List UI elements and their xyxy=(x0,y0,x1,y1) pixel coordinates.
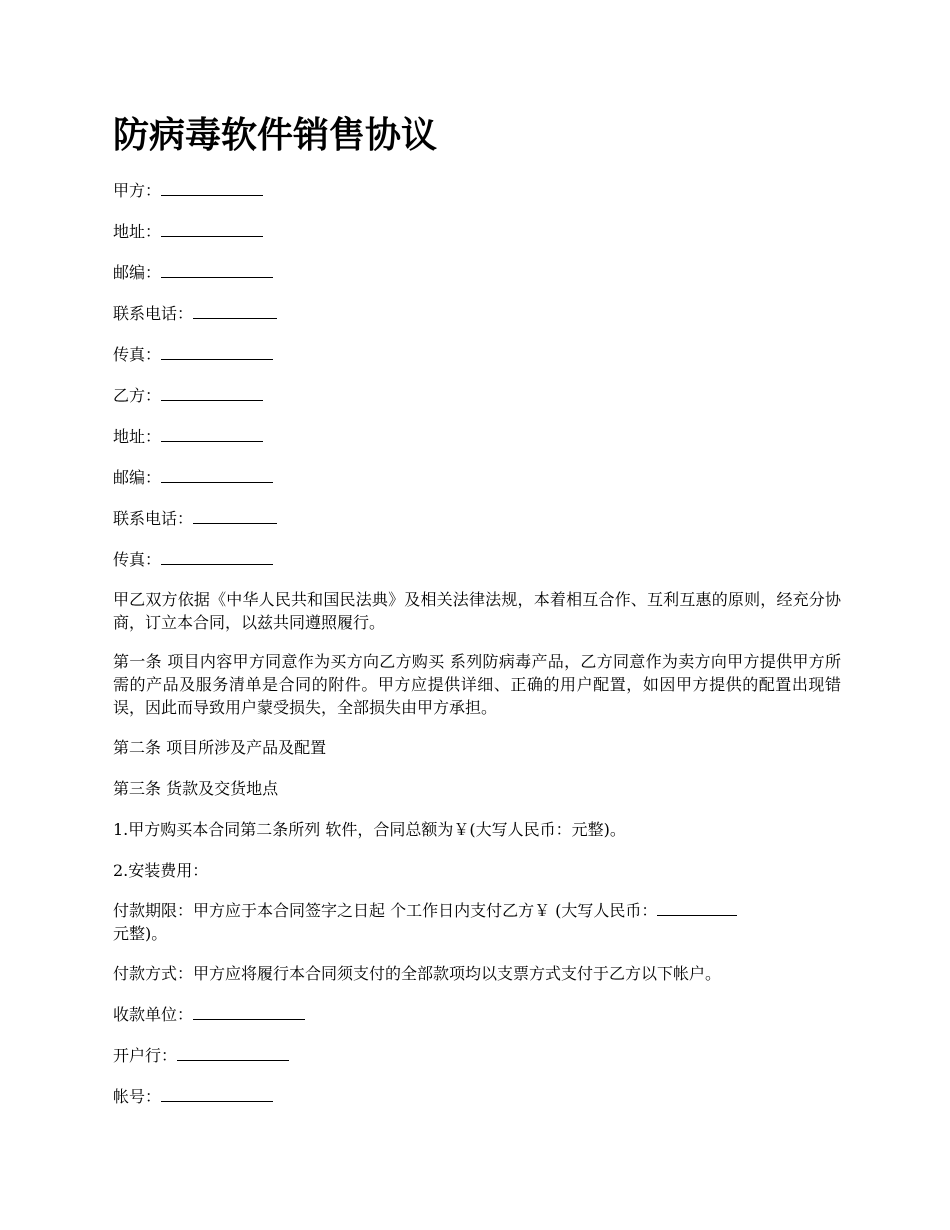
field-label: 地址： xyxy=(113,222,162,241)
blank-line xyxy=(161,549,273,565)
field-label: 联系电话： xyxy=(113,304,194,323)
blank-line xyxy=(161,426,263,442)
party-b-fax-field xyxy=(113,547,841,572)
field-label: 地址： xyxy=(113,427,162,446)
payment-method-paragraph: 付款方式：甲方应将履行本合同须支付的全部款项均以支票方式支付于乙方以下帐户。 xyxy=(113,964,722,983)
party-b-postcode-field xyxy=(113,465,841,490)
document-body xyxy=(113,178,841,1125)
field-label: 传真： xyxy=(113,345,162,364)
blank-line xyxy=(161,221,263,237)
document-title: 防病毒软件销售协议 xyxy=(113,115,438,156)
field-label: 开户行： xyxy=(113,1046,178,1065)
blank-line xyxy=(161,180,263,196)
party-a-phone-field xyxy=(113,301,841,326)
article-2-heading: 第二条 项目所涉及产品及配置 xyxy=(113,738,327,757)
party-b-address-field xyxy=(113,424,841,449)
blank-line xyxy=(193,303,277,319)
payment-term-paragraph xyxy=(113,899,841,945)
field-label: 联系电话： xyxy=(113,509,194,528)
field-label: 帐号： xyxy=(113,1087,162,1106)
field-label: 传真： xyxy=(113,550,162,569)
payee-field xyxy=(113,1002,841,1027)
blank-line xyxy=(161,1086,273,1102)
party-b-phone-field xyxy=(113,506,841,531)
party-a-fax-field xyxy=(113,342,841,367)
party-b-name-field xyxy=(113,383,841,408)
blank-line xyxy=(177,1045,289,1061)
field-label: 邮编： xyxy=(113,468,162,487)
item-1-paragraph: 1.甲方购买本合同第二条所列 软件，合同总额为￥(大写人民币：元整)。 xyxy=(113,820,626,839)
payment-term-text: 付款期限：甲方应于本合同签字之日起 个工作日内支付乙方￥ (大写人民币： xyxy=(113,901,658,920)
party-a-name-field xyxy=(113,178,841,203)
blank-line xyxy=(657,900,737,916)
blank-line xyxy=(161,385,263,401)
intro-paragraph: 甲乙双方依据《中华人民共和国民法典》及相关法律法规，本着相互合作、互利互惠的原则，经充分协商，订立本合同，以兹共同遵照履行。 xyxy=(113,590,841,632)
article-3-heading: 第三条 货款及交货地点 xyxy=(113,779,279,798)
party-a-postcode-field xyxy=(113,260,841,285)
blank-line xyxy=(161,467,273,483)
blank-line xyxy=(161,262,273,278)
blank-line xyxy=(193,508,277,524)
party-a-address-field xyxy=(113,219,841,244)
article-1-paragraph: 第一条 项目内容甲方同意作为买方向乙方购买 系列防病毒产品，乙方同意作为卖方向甲方提供甲方所需的产品及服务清单是合同的附件。甲方应提供详细、正确的用户配置，如因甲方提供的配置出现错误，因此而导致用户蒙受损失，全部损失由甲方承担。 xyxy=(113,652,841,717)
field-label: 邮编： xyxy=(113,263,162,282)
item-2-paragraph: 2.安装费用： xyxy=(113,861,209,880)
field-label: 乙方： xyxy=(113,386,162,405)
field-label: 收款单位： xyxy=(113,1005,194,1024)
bank-field xyxy=(113,1043,841,1068)
blank-line xyxy=(193,1004,305,1020)
account-field xyxy=(113,1084,841,1109)
field-label: 甲方： xyxy=(113,181,162,200)
blank-line xyxy=(161,344,273,360)
payment-term-suffix: 元整)。 xyxy=(113,924,168,943)
